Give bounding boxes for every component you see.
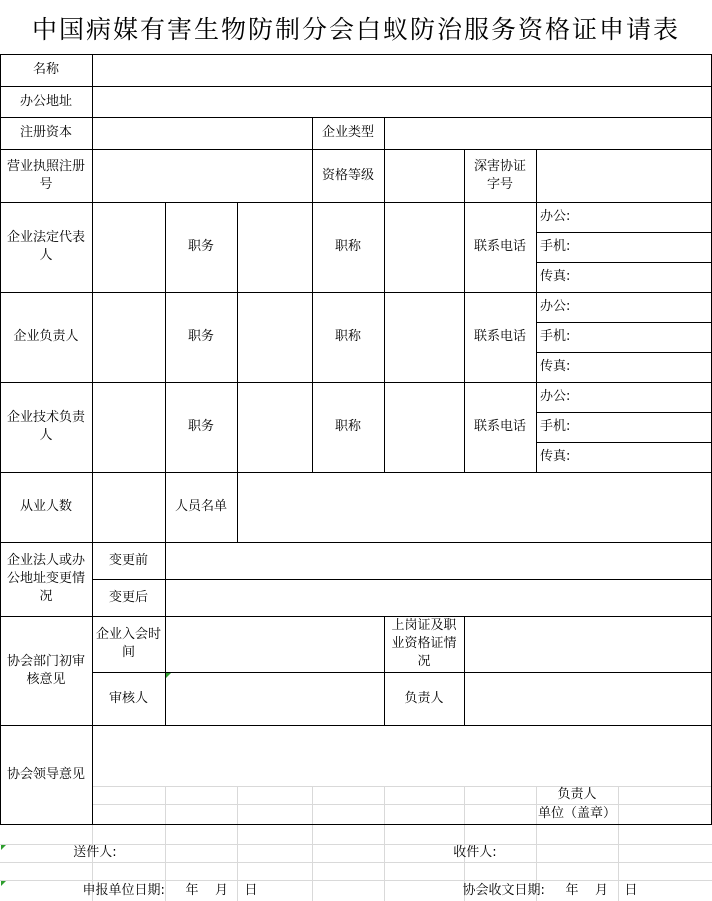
mobile-label: 手机: — [540, 329, 571, 344]
phone-label: 联系电话 — [473, 419, 526, 434]
fax-label: 传真: — [540, 359, 571, 374]
reviewer-label: 审核人 — [108, 690, 148, 706]
table-border — [464, 616, 465, 725]
position-label: 职务 — [187, 239, 214, 254]
cell-marker-icon — [1, 845, 6, 850]
manager-label: 企业负责人 — [13, 329, 79, 344]
enterprise-type-label: 企业类型 — [321, 125, 374, 140]
table-border — [0, 54, 712, 55]
join-time-label: 企业入会时间 — [95, 627, 161, 660]
qualification-level-label: 资格等级 — [321, 167, 374, 183]
review-label: 协会部门初审核意见 — [6, 653, 85, 687]
mobile-label: 手机: — [540, 419, 571, 434]
gridline — [464, 786, 465, 824]
unit-seal-label: 单位（盖章） — [537, 806, 616, 821]
change-label: 企业法人或办公地址变更情况 — [6, 553, 85, 604]
title-label: 职称 — [334, 419, 361, 434]
apply-date-label: 申报单位日期: 年 月 日 — [82, 883, 258, 898]
phone-label: 联系电话 — [473, 329, 526, 344]
sender-label: 送件人: — [73, 845, 117, 860]
table-border — [464, 149, 465, 202]
fax-label: 传真: — [540, 449, 571, 464]
table-border — [92, 579, 712, 580]
mobile-label: 手机: — [540, 239, 571, 254]
table-border — [237, 472, 238, 542]
cell-marker-icon — [166, 673, 171, 678]
staff-count-label: 从业人数 — [19, 499, 72, 514]
gridline — [165, 786, 166, 824]
legal-rep-label: 企业法定代表人 — [6, 230, 85, 263]
business-license-label: 营业执照注册号 — [6, 158, 85, 192]
tech-manager-label: 企业技术负责人 — [6, 410, 85, 443]
staff-list-label: 人员名单 — [174, 499, 227, 514]
gridline — [312, 824, 313, 901]
review-responsible-label: 负责人 — [404, 690, 444, 706]
gridline — [312, 786, 313, 824]
phone-label: 联系电话 — [473, 239, 526, 254]
gridline — [384, 824, 385, 901]
table-border — [165, 542, 166, 725]
receiver-label: 收件人: — [453, 845, 497, 860]
table-border — [384, 202, 385, 472]
table-border — [0, 54, 1, 825]
gridline — [92, 786, 712, 787]
position-label: 职务 — [187, 419, 214, 434]
change-before-label: 变更前 — [108, 552, 148, 568]
cert-status-label: 上岗证及职业资格证情况 — [391, 618, 457, 669]
gridline — [0, 862, 712, 863]
table-border — [237, 202, 238, 472]
table-border — [384, 117, 385, 202]
title-label: 职称 — [334, 239, 361, 254]
office-address-label: 办公地址 — [19, 93, 72, 109]
office-phone-label: 办公: — [540, 209, 571, 224]
position-label: 职务 — [187, 329, 214, 344]
gridline — [384, 786, 385, 824]
office-phone-label: 办公: — [540, 389, 571, 404]
table-border — [0, 725, 712, 726]
name-label: 名称 — [32, 62, 59, 77]
leader-opinion-label: 协会领导意见 — [6, 766, 85, 782]
office-phone-label: 办公: — [540, 299, 571, 314]
receive-date-label: 协会收文日期: 年 月 日 — [462, 883, 638, 898]
table-border — [0, 824, 712, 825]
title-label: 职称 — [334, 329, 361, 344]
gridline — [237, 786, 238, 824]
table-border — [536, 149, 537, 202]
table-border — [0, 472, 712, 473]
change-after-label: 变更后 — [108, 589, 148, 605]
leader-responsible-label: 负责人 — [557, 787, 597, 802]
table-border — [0, 86, 712, 87]
association-cert-label: 深害协证字号 — [473, 158, 526, 192]
form-title: 中国病媒有害生物防制分会白蚁防治服务资格证申请表 — [31, 15, 680, 44]
cell-marker-icon — [1, 881, 6, 886]
fax-label: 传真: — [540, 269, 571, 284]
registered-capital-label: 注册资本 — [19, 125, 72, 140]
